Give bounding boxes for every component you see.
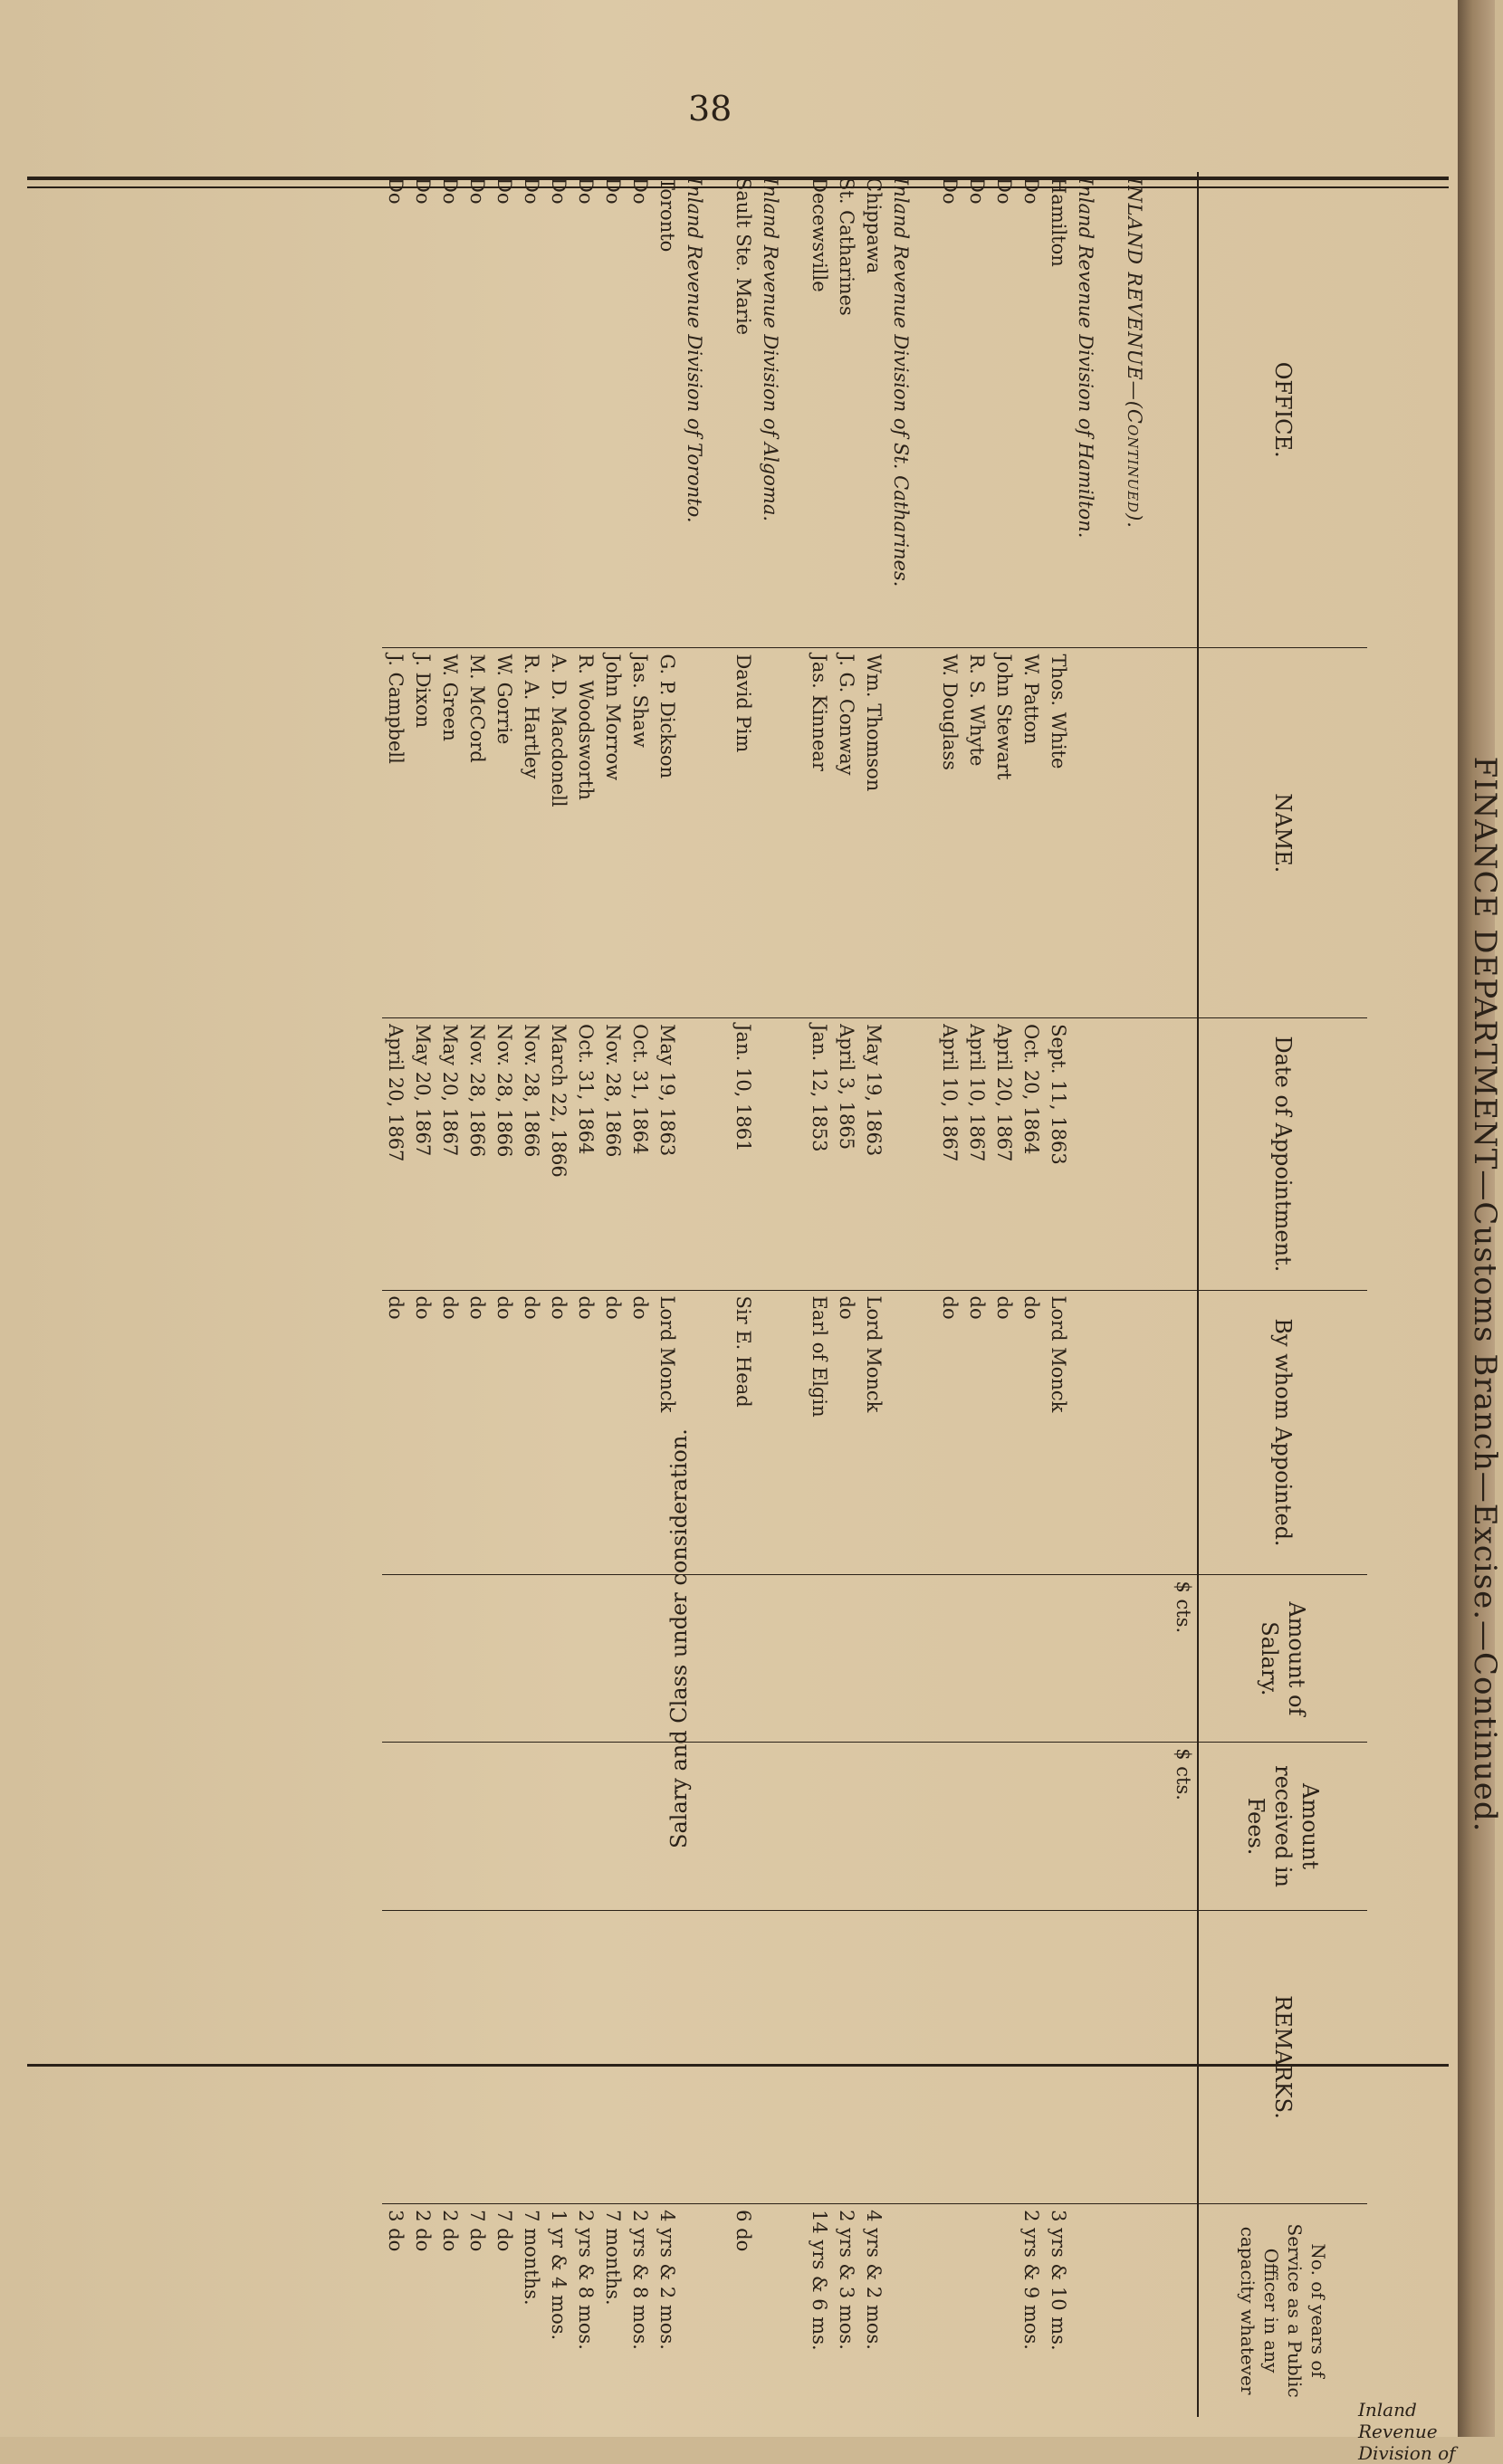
units-empty-cell (1170, 2204, 1198, 2417)
table-row (545, 172, 572, 2417)
salary-note-text: Salary and Class under consideration. (666, 1428, 692, 1848)
division-heading-row (1072, 172, 1121, 2417)
name-cell: M. McCord (464, 648, 491, 1018)
appointed-by-cell: do (436, 1290, 464, 1575)
name-cell: J. G. Conway (833, 648, 860, 1018)
name-cell: John Morrow (599, 648, 627, 1018)
units-empty-cell (1170, 1290, 1198, 1575)
service-years-cell: 1 yr & 4 mos. (548, 2210, 570, 2341)
remarks-cell (599, 1910, 627, 2203)
remarks-cell (1045, 1910, 1072, 2203)
appointed-by-cell: do (409, 1290, 436, 1575)
table-row (518, 172, 545, 2417)
date-cell: April 10, 1867 (963, 1018, 991, 1290)
appointed-by-cell: Sir E. Head (730, 1290, 757, 1575)
service-years-cell: 7 months. (602, 2210, 624, 2306)
remarks-cell (963, 1910, 991, 2203)
name-cell: A. D. Macdonell (545, 648, 572, 1018)
appointed-by-cell: do (545, 1290, 572, 1575)
fees-cell (1018, 1743, 1045, 1911)
remarks-cell (518, 1910, 545, 2203)
division-empty-cell (757, 1290, 806, 1575)
date-cell: May 20, 1867 (436, 1018, 464, 1290)
office-cell: Do (963, 172, 991, 648)
units-empty-cell (1170, 1018, 1198, 1290)
division-empty-cell (681, 648, 730, 1018)
date-cell: Sept. 11, 1863 (1045, 1018, 1072, 1290)
division-empty-cell (757, 648, 806, 1018)
name-cell: W. Douglass (936, 648, 963, 1018)
appointed-by-cell: do (491, 1290, 518, 1575)
table-row (833, 172, 860, 2417)
remarks-cell (409, 1910, 436, 2203)
office-cell: Do (599, 172, 627, 648)
rotated-table-region (118, 172, 1503, 2417)
section-empty-cell (1121, 1910, 1170, 2203)
date-cell: Nov. 28, 1866 (491, 1018, 518, 1290)
service-years-cell: 7 do (466, 2210, 488, 2252)
date-cell: March 22, 1866 (545, 1018, 572, 1290)
appointed-by-cell: Lord Monck (860, 1290, 887, 1575)
date-cell: April 20, 1867 (382, 1018, 409, 1290)
section-empty-cell (1121, 1018, 1170, 1290)
header-office: OFFICE. (1198, 172, 1367, 648)
header-name: NAME. (1198, 648, 1367, 1018)
table-row (1045, 172, 1072, 2417)
table-row (599, 172, 627, 2417)
office-cell: Sault Ste. Marie (730, 172, 757, 648)
units-empty-cell (1170, 172, 1198, 648)
division-heading-row (757, 172, 806, 2417)
office-cell: Hamilton (1045, 172, 1072, 648)
service-years-cell: 2 yrs & 9 mos. (1020, 2210, 1042, 2350)
division-empty-cell (1072, 1743, 1121, 1911)
division-empty-cell (887, 1743, 936, 1911)
table-row (1018, 172, 1045, 2417)
division-heading: Inland Revenue Division of Hamilton. (1072, 172, 1121, 648)
office-cell: Do (936, 172, 963, 648)
appointed-by-cell: do (599, 1290, 627, 1575)
service-years-cell: 14 yrs & 6 ms. (809, 2210, 830, 2351)
office-cell: Chippawa (860, 172, 887, 648)
appointed-by-cell: do (518, 1290, 545, 1575)
appointed-by-cell: Earl of Elgin (806, 1290, 833, 1575)
appointed-by-cell: do (464, 1290, 491, 1575)
date-cell: Oct. 20, 1864 (1018, 1018, 1045, 1290)
division-empty-cell (1072, 1290, 1121, 1575)
name-cell: Jas. Shaw (627, 648, 654, 1018)
service-years-cell: 2 yrs & 8 mos. (629, 2210, 651, 2350)
table-row (382, 172, 409, 2417)
appointed-by-cell: do (833, 1290, 860, 1575)
division-heading: Inland Revenue Division of Toronto. (681, 172, 730, 648)
remarks-cell (730, 1910, 757, 2203)
office-cell: Do (572, 172, 599, 648)
service-years-cell: 6 do (732, 2210, 754, 2252)
office-cell: Do (545, 172, 572, 648)
office-cell: Do (409, 172, 436, 648)
fees-cell (991, 1743, 1018, 1911)
service-years-cell: 2 do (412, 2210, 434, 2252)
header-date: Date of Appointment. (1198, 1018, 1367, 1290)
fees-cell (572, 1743, 599, 1911)
name-cell: Jas. Kinnear (806, 648, 833, 1018)
units-empty-cell (1170, 1910, 1198, 2203)
name-cell: W. Green (436, 648, 464, 1018)
table-row (627, 172, 654, 2417)
name-cell: G. P. Dickson (654, 648, 681, 1018)
office-cell: Do (991, 172, 1018, 648)
section-empty-cell (1121, 2204, 1170, 2417)
division-empty-cell (887, 648, 936, 1018)
division-heading: Inland Revenue Division of Algoma. (757, 172, 806, 648)
date-cell: Nov. 28, 1866 (599, 1018, 627, 1290)
date-cell: Oct. 31, 1864 (572, 1018, 599, 1290)
table-row (491, 172, 518, 2417)
remarks-cell (436, 1910, 464, 2203)
name-cell: John Stewart (991, 648, 1018, 1018)
remarks-cell (654, 1910, 681, 2203)
appointed-by-cell: do (936, 1290, 963, 1575)
service-years-cell (991, 2204, 1018, 2417)
service-years-cell: 3 yrs & 10 ms. (1048, 2210, 1069, 2351)
table-row (572, 172, 599, 2417)
service-years-cell: 7 do (493, 2210, 515, 2252)
office-cell: Do (382, 172, 409, 648)
date-cell: Jan. 12, 1853 (806, 1018, 833, 1290)
section-heading-row (1121, 172, 1170, 2417)
table-header-row (1198, 172, 1367, 2417)
page-title: FINANCE DEPARTMENT—Customs Branch—Excise.—Continued. (1467, 756, 1503, 1833)
appointed-by-cell: do (1018, 1290, 1045, 1575)
date-cell: May 19, 1863 (654, 1018, 681, 1290)
division-empty-cell (757, 2204, 806, 2417)
section-empty-cell (1121, 648, 1170, 1018)
office-cell: Do (491, 172, 518, 648)
remarks-cell (991, 1910, 1018, 2203)
division-empty-cell (1072, 2204, 1121, 2417)
appointed-by-cell: Lord Monck (1045, 1290, 1072, 1575)
name-cell: J. Dixon (409, 648, 436, 1018)
name-cell: David Pim (730, 648, 757, 1018)
remarks-cell (1018, 1910, 1045, 2203)
section-empty-cell (1121, 1743, 1170, 1911)
name-cell: J. Campbell (382, 648, 409, 1018)
table-row (436, 172, 464, 2417)
name-cell: R. Woodsworth (572, 648, 599, 1018)
remarks-cell (545, 1910, 572, 2203)
remarks-cell (860, 1910, 887, 2203)
office-cell: Do (518, 172, 545, 648)
header-remarks: REMARKS. (1198, 1910, 1367, 2203)
fees-cell (860, 1743, 887, 1911)
table-row (409, 172, 436, 2417)
service-years-cell: 2 yrs & 3 mos. (836, 2210, 857, 2350)
page-number: 38 (688, 89, 732, 129)
fees-cell (491, 1743, 518, 1911)
header-fees: Amount received in Fees. (1198, 1743, 1367, 1911)
remarks-cell (936, 1910, 963, 2203)
footer-fragment: Inland Revenue Division of (1358, 2399, 1456, 2464)
service-years-cell (963, 2204, 991, 2417)
division-empty-cell (887, 1910, 936, 2203)
fees-cell (833, 1743, 860, 1911)
name-cell: R. S. Whyte (963, 648, 991, 1018)
fees-cell (936, 1743, 963, 1911)
name-cell: Wm. Thomson (860, 648, 887, 1018)
remarks-cell (806, 1910, 833, 2203)
office-cell: Do (464, 172, 491, 648)
division-empty-cell (681, 2204, 730, 2417)
service-years-cell (936, 2204, 963, 2417)
division-empty-cell (681, 1910, 730, 2203)
fees-cell (1045, 1743, 1072, 1911)
remarks-cell (833, 1910, 860, 2203)
name-cell: R. A. Hartley (518, 648, 545, 1018)
division-empty-cell (757, 1018, 806, 1290)
table-row (936, 172, 963, 2417)
table-row (991, 172, 1018, 2417)
table-row (654, 172, 681, 2417)
date-cell: Nov. 28, 1866 (518, 1018, 545, 1290)
fees-cell (382, 1743, 409, 1911)
section-heading: INLAND REVENUE—(Continued). (1121, 172, 1170, 648)
date-cell: Jan. 10, 1861 (730, 1018, 757, 1290)
appointed-by-cell: do (572, 1290, 599, 1575)
division-empty-cell (1072, 648, 1121, 1018)
appointed-by-cell: do (627, 1290, 654, 1575)
fees-cell (518, 1743, 545, 1911)
division-empty-cell (1072, 1018, 1121, 1290)
salary-note (172, 1428, 1168, 1848)
appointments-table (382, 172, 1367, 2417)
remarks-cell (382, 1910, 409, 2203)
date-cell: April 3, 1865 (833, 1018, 860, 1290)
service-years-cell: 2 yrs & 8 mos. (575, 2210, 597, 2350)
units-row (1170, 172, 1198, 2417)
name-cell: Thos. White (1045, 648, 1072, 1018)
division-empty-cell (681, 1018, 730, 1290)
table-row (730, 172, 757, 2417)
units-empty-cell (1170, 648, 1198, 1018)
office-cell: Do (1018, 172, 1045, 648)
fees-cell (545, 1743, 572, 1911)
fees-cell (436, 1743, 464, 1911)
date-cell: Oct. 31, 1864 (627, 1018, 654, 1290)
division-heading-row (887, 172, 936, 2417)
remarks-cell (572, 1910, 599, 2203)
section-empty-cell (1121, 1290, 1170, 1575)
header-salary: Amount of Salary. (1198, 1575, 1367, 1743)
appointed-by-cell: do (382, 1290, 409, 1575)
header-by-whom: By whom Appointed. (1198, 1290, 1367, 1575)
appointed-by-cell: do (991, 1290, 1018, 1575)
division-heading: Inland Revenue Division of St. Catharines. (887, 172, 936, 648)
office-cell: Do (436, 172, 464, 648)
salary-units: $ cts. (1170, 1575, 1198, 1743)
name-cell: W. Gorrie (491, 648, 518, 1018)
office-cell: St. Catharines (833, 172, 860, 648)
fees-units: $ cts. (1170, 1743, 1198, 1911)
service-years-cell: 4 yrs & 2 mos. (863, 2210, 885, 2350)
division-empty-cell (1072, 1910, 1121, 2203)
remarks-cell (464, 1910, 491, 2203)
appointed-by-cell: do (963, 1290, 991, 1575)
fees-cell (409, 1743, 436, 1911)
division-empty-cell (757, 1910, 806, 2203)
office-cell: Do (627, 172, 654, 648)
remarks-cell (627, 1910, 654, 2203)
fees-cell (730, 1743, 757, 1911)
date-cell: April 10, 1867 (936, 1018, 963, 1290)
date-cell: May 20, 1867 (409, 1018, 436, 1290)
service-years-cell: 4 yrs & 2 mos. (656, 2210, 678, 2350)
fees-cell (806, 1743, 833, 1911)
name-cell: W. Patton (1018, 648, 1045, 1018)
division-empty-cell (887, 2204, 936, 2417)
service-years-cell: 7 months. (521, 2210, 542, 2306)
date-cell: Nov. 28, 1866 (464, 1018, 491, 1290)
division-heading-row (681, 172, 730, 2417)
office-cell: Toronto (654, 172, 681, 648)
service-years-cell: 3 do (385, 2210, 407, 2252)
fees-cell (464, 1743, 491, 1911)
division-empty-cell (887, 1018, 936, 1290)
table-row (806, 172, 833, 2417)
fees-cell (963, 1743, 991, 1911)
table-row (963, 172, 991, 2417)
division-empty-cell (757, 1743, 806, 1911)
table-body (382, 172, 1198, 2417)
date-cell: April 20, 1867 (991, 1018, 1018, 1290)
office-cell: Decewsville (806, 172, 833, 648)
division-empty-cell (887, 1290, 936, 1575)
fees-cell (627, 1743, 654, 1911)
date-cell: May 19, 1863 (860, 1018, 887, 1290)
service-years-cell: 2 do (439, 2210, 461, 2252)
remarks-cell (491, 1910, 518, 2203)
table-row (464, 172, 491, 2417)
table-row (860, 172, 887, 2417)
appointed-by-cell: Lord Monck (654, 1290, 681, 1575)
header-service-years: No. of years of Service as a Public Officer in any capacity whatever (1198, 2204, 1367, 2417)
fees-cell (599, 1743, 627, 1911)
